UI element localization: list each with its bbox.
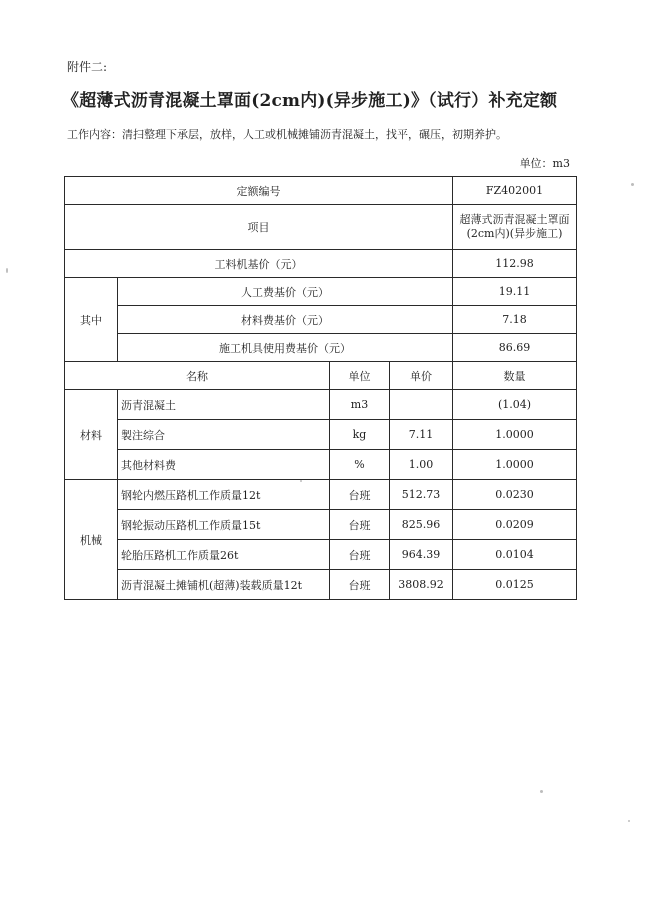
unit-label: 单位：m3 — [519, 157, 570, 170]
table-row — [65, 570, 577, 600]
material-price — [390, 390, 453, 420]
document-title: 《超薄式沥青混凝土罩面(2cm内)(异步施工)》（试行）补充定额 — [62, 91, 558, 111]
item-value: 超薄式沥青混凝土罩面(2cm内)(异步施工) — [453, 205, 577, 250]
material-name: 沥青混凝土 — [118, 390, 330, 420]
table-row — [65, 390, 577, 420]
material-name: 製注综合 — [118, 420, 330, 450]
scan-speck — [631, 183, 634, 186]
attachment-label: 附件二: — [67, 60, 108, 74]
breakdown-row — [65, 306, 577, 334]
table-row — [65, 540, 577, 570]
header-unit: 单位 — [330, 362, 390, 390]
quota-no-value: FZ402001 — [453, 177, 577, 205]
machinery-cost-label: 施工机具使用费基价（元） — [118, 334, 453, 362]
machine-unit: 台班 — [330, 570, 390, 600]
quota-no-row — [65, 177, 577, 205]
breakdown-row — [65, 278, 577, 306]
machine-price: 825.96 — [390, 510, 453, 540]
machine-qty: 0.0125 — [453, 570, 577, 600]
machinery-cost-value: 86.69 — [453, 334, 577, 362]
of-which-label: 其中 — [65, 278, 118, 362]
machine-unit: 台班 — [330, 540, 390, 570]
breakdown-row — [65, 334, 577, 362]
table-row — [65, 450, 577, 480]
material-price: 7.11 — [390, 420, 453, 450]
table-row — [65, 480, 577, 510]
scan-speck — [300, 480, 302, 482]
base-price-value: 112.98 — [453, 250, 577, 278]
header-price: 单价 — [390, 362, 453, 390]
machine-price: 964.39 — [390, 540, 453, 570]
item-row — [65, 205, 577, 250]
table-row — [65, 420, 577, 450]
work-content: 工作内容：清扫整理下承层，放样，人工或机械摊铺沥青混凝土，找平，碾压，初期养护。 — [67, 128, 507, 141]
scan-speck — [540, 790, 543, 793]
quota-no-label: 定额编号 — [65, 177, 453, 205]
material-unit: m3 — [330, 390, 390, 420]
machine-unit: 台班 — [330, 480, 390, 510]
item-label: 项目 — [65, 205, 453, 250]
materials-group-label: 材料 — [65, 390, 118, 480]
material-cost-label: 材料费基价（元） — [118, 306, 453, 334]
machine-qty: 0.0230 — [453, 480, 577, 510]
material-qty: (1.04) — [453, 390, 577, 420]
table-row — [65, 510, 577, 540]
material-name: 其他材料费 — [118, 450, 330, 480]
material-unit: kg — [330, 420, 390, 450]
base-price-row — [65, 250, 577, 278]
header-row — [65, 362, 577, 390]
machine-price: 512.73 — [390, 480, 453, 510]
material-unit: % — [330, 450, 390, 480]
machine-unit: 台班 — [330, 510, 390, 540]
machine-name: 轮胎压路机工作质量26t — [118, 540, 330, 570]
machine-price: 3808.92 — [390, 570, 453, 600]
material-cost-value: 7.18 — [453, 306, 577, 334]
scan-speck — [6, 268, 8, 273]
machine-name: 钢轮振动压路机工作质量15t — [118, 510, 330, 540]
machine-name: 钢轮内燃压路机工作质量12t — [118, 480, 330, 510]
labor-value: 19.11 — [453, 278, 577, 306]
material-price: 1.00 — [390, 450, 453, 480]
header-qty: 数量 — [453, 362, 577, 390]
machine-qty: 0.0104 — [453, 540, 577, 570]
machinery-group-label: 机械 — [65, 480, 118, 600]
material-qty: 1.0000 — [453, 450, 577, 480]
scan-speck — [628, 820, 630, 822]
base-price-label: 工料机基价（元） — [65, 250, 453, 278]
machine-name: 沥青混凝土摊铺机(超薄)装载质量12t — [118, 570, 330, 600]
labor-label: 人工费基价（元） — [118, 278, 453, 306]
material-qty: 1.0000 — [453, 420, 577, 450]
machine-qty: 0.0209 — [453, 510, 577, 540]
header-name: 名称 — [65, 362, 330, 390]
quota-table — [64, 176, 577, 600]
